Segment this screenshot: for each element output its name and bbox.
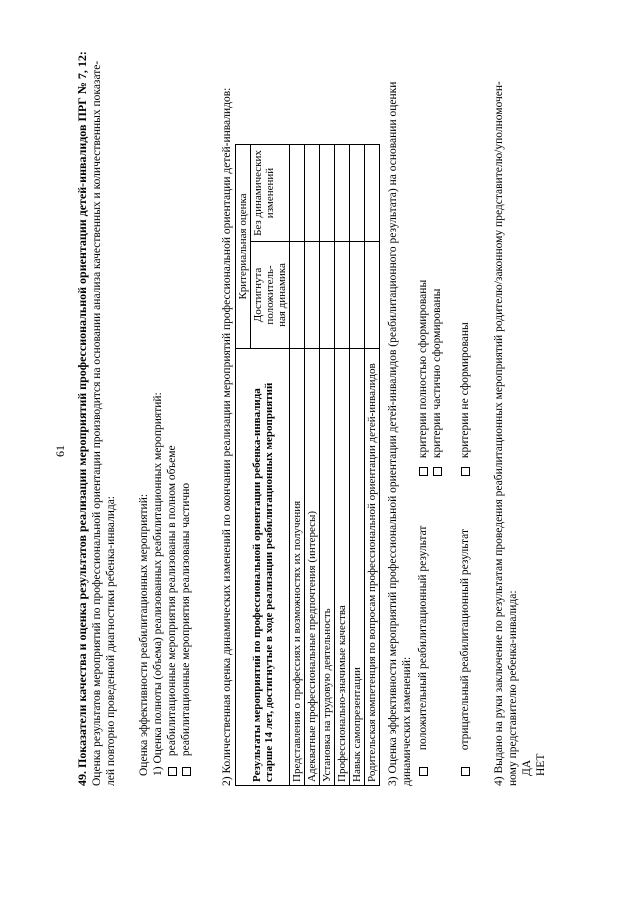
table-header-row-1 (236, 145, 251, 786)
positive-cell[interactable] (350, 242, 365, 349)
checkbox-negative-result[interactable] (461, 767, 470, 776)
intro-line-1: Оценка результатов мероприятий по профессиональной ориентации производится на основании анализа качественных и количественных показате- (91, 60, 103, 786)
option-full-label: реабилитационные мероприятия реализованы в полном объеме (166, 445, 178, 757)
results-table (235, 144, 380, 786)
table-row (320, 145, 335, 786)
no-change-header-line-1: Без динамических (252, 150, 264, 236)
no-change-cell[interactable] (320, 145, 335, 242)
negative-result (459, 529, 472, 776)
table-row (335, 145, 350, 786)
criteria-partial-label: критерии частично сформированы (431, 288, 443, 459)
checkbox-full-volume[interactable] (168, 767, 177, 776)
conclusion-title-1: 4) Выдано на руки заключение по результатам проведения реабилитационных мероприятий родителю/законному представителю/уполномочен- (493, 81, 505, 786)
main-header-line-2: старше 14 лет, достигнутые в ходе реализации реабилитационных мероприятий (262, 382, 275, 782)
criteria-full-label: критерии полностью сформированы (417, 279, 429, 459)
row-label: Адекватные профессиональные предпочтения (интересы) (305, 349, 320, 786)
table-row (350, 145, 365, 786)
conclusion-title-2: ному представителю ребенка-инвалида: (507, 590, 519, 786)
positive-result-label: положительный реабилитационный результат (417, 525, 429, 751)
table-main-header (236, 349, 290, 786)
positive-cell[interactable] (305, 242, 320, 349)
no-change-header (251, 145, 290, 242)
checkbox-partial-volume[interactable] (182, 767, 191, 776)
option-partial-label: реабилитационные мероприятия реализованы частично (180, 482, 192, 757)
positive-header-line-1: Достигнута положитель- (252, 265, 276, 325)
criteria-header: Критериальная оценка (236, 145, 251, 349)
evaluation-title: Оценка эффективности реабилитационных мероприятий: (138, 493, 150, 776)
row-label: Навык самопрезентации (350, 349, 365, 786)
effectiveness-title-1: 3) Оценка эффективности мероприятий профессиональной ориентации детей-инвалидов (реабилитационного результата) на основании оценки (387, 81, 399, 786)
page-number: 61 (53, 445, 67, 457)
positive-cell[interactable] (290, 242, 305, 349)
table-row (290, 145, 305, 786)
no-change-cell[interactable] (335, 145, 350, 242)
checkbox-criteria-partial[interactable] (433, 467, 442, 476)
checkbox-criteria-none[interactable] (461, 467, 470, 476)
answer-yes[interactable]: ДА (521, 759, 533, 776)
section-heading: 49. Показатели качества и оценка результатов реализации мероприятий профессиональной ориентации детей-инвалидов ПРГ № 7, 12: (75, 51, 89, 786)
criteria-none-label: критерии не сформированы (459, 322, 471, 459)
completeness-subtitle: 1) Оценка полноты (объема) реализованных реабилитационных мероприятий: (152, 392, 164, 776)
checkbox-positive-result[interactable] (419, 767, 428, 776)
positive-cell[interactable] (365, 242, 380, 349)
no-change-cell[interactable] (350, 145, 365, 242)
row-label: Родительская компетенция по вопросам профессиональной ориентации детей-инвалидов (365, 349, 380, 786)
no-change-header-line-2: изменений (264, 167, 276, 219)
row-label: Профессионально-значимые качества (335, 349, 350, 786)
no-change-cell[interactable] (305, 145, 320, 242)
positive-cell[interactable] (335, 242, 350, 349)
no-change-cell[interactable] (290, 145, 305, 242)
positive-cell[interactable] (320, 242, 335, 349)
checkbox-criteria-full[interactable] (419, 467, 428, 476)
effectiveness-title-2: динамических изменений: (401, 656, 413, 786)
criteria-full (417, 280, 430, 476)
quantitative-title: 2) Количественная оценка динамических изменений по окончании реализации мероприятий профессиональной ориентации детей-инвалидов: (221, 87, 233, 786)
no-change-cell[interactable] (365, 145, 380, 242)
answer-no[interactable]: НЕТ (535, 753, 547, 776)
positive-result (417, 526, 430, 776)
positive-header-line-2: ная динамика (276, 263, 288, 327)
main-header-line-1: Результаты мероприятий по профессиональной ориентации ребенка-инвалида (250, 388, 263, 782)
negative-result-label: отрицательный реабилитационный результат (459, 528, 471, 751)
table-row (305, 145, 320, 786)
row-label: Представления о профессиях и возможностях их получения (290, 349, 305, 786)
positive-dynamics-header (251, 242, 290, 349)
table-row (365, 145, 380, 786)
option-partial (180, 483, 193, 776)
intro-line-2: лей повторно проведенной диагностики ребенка-инвалида: (105, 496, 117, 786)
row-label: Установка на трудовую деятельность (320, 349, 335, 786)
criteria-partial (431, 289, 444, 476)
option-full (166, 445, 179, 776)
criteria-none (459, 322, 472, 476)
